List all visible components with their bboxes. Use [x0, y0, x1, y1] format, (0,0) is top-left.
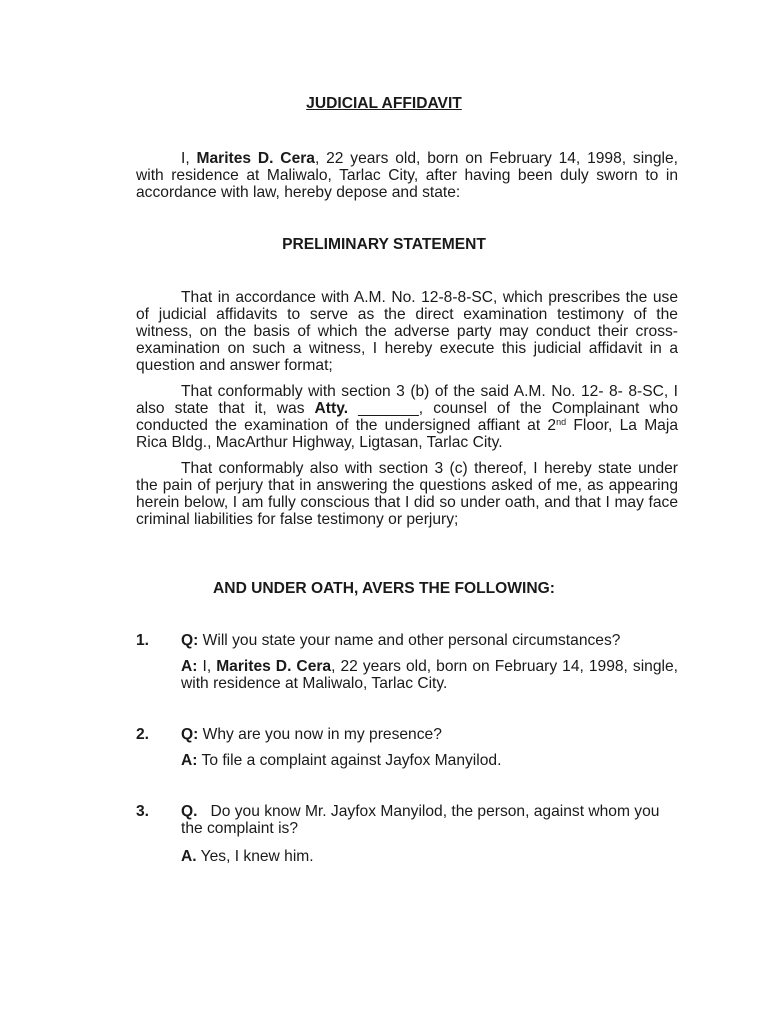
paragraph-2-atty: Atty.	[314, 400, 349, 417]
intro-pre: I,	[181, 150, 197, 167]
affiant-name: Marites D. Cera	[196, 150, 315, 167]
item-3-q-label: Q.	[181, 803, 198, 820]
item-1-answer	[181, 658, 678, 692]
item-3-answer	[181, 848, 678, 865]
paragraph-1-text: That in accordance with A.M. No. 12-8-8-SC, which prescribes the use of judicial affidavits to serve as the direct examination testimony of the witness, on the basis of which the adverse party may conduct their cross-examination on such a witness, I hereby execute this judicial affidavit in a question and answer format;	[136, 289, 678, 374]
intro-post: , 22 years old, born on February 14, 1998, single, with residence at Maliwalo, Tarlac City, after having been duly sworn to in accordance with law, hereby depose and state:	[136, 150, 678, 201]
item-3-a-text: Yes, I knew him.	[196, 848, 314, 865]
item-1-q-label: Q:	[181, 632, 199, 649]
item-3-question	[181, 803, 678, 837]
item-3-q-text: Do you know Mr. Jayfox Manyilod, the person, against whom you the complaint is?	[181, 803, 664, 837]
paragraph-2	[136, 383, 678, 451]
item-1-a-label: A:	[181, 658, 198, 675]
paragraph-3	[136, 460, 678, 528]
item-3-a-label: A.	[181, 848, 197, 865]
item-1-a-pre: I,	[197, 658, 217, 675]
intro-paragraph	[136, 150, 678, 201]
item-1-question	[181, 632, 678, 649]
paragraph-1	[136, 289, 678, 374]
paragraph-2-mid: _______, counsel of the Complainant who conducted the examination of the undersigned affiant at 2	[136, 400, 678, 434]
paragraph-2-sup: nd	[556, 417, 567, 427]
item-1-a-name: Marites D. Cera	[216, 658, 332, 675]
paragraph-2-post: Floor, La Maja Rica Bldg., MacArthur Highway, Ligtasan, Tarlac City.	[136, 417, 678, 451]
preliminary-heading: PRELIMINARY STATEMENT	[282, 236, 486, 253]
document-title: JUDICIAL AFFIDAVIT	[306, 95, 462, 112]
paragraph-2-pre: That conformably with section 3 (b) of the said A.M. No. 12- 8- 8-SC, I also state that it, was	[136, 383, 678, 417]
paragraph-3-text: That conformably also with section 3 (c) thereof, I hereby state under the pain of perjury that in answering the questions asked of me, as appearing herein below, I am fully conscious that I did so under oath, and that I may face criminal liabilities for false testimony or perjury;	[136, 460, 678, 528]
item-1-number: 1.	[136, 632, 150, 649]
item-2-number: 2.	[136, 726, 150, 743]
item-1-a-post: , 22 years old, born on February 14, 1998, single, with residence at Maliwalo, Tarlac City.	[181, 658, 678, 692]
item-1-q-text: Will you state your name and other personal circumstances?	[198, 632, 621, 649]
item-2-q-text: Why are you now in my presence?	[198, 726, 442, 743]
item-3-number: 3.	[136, 803, 150, 820]
item-2-answer	[181, 752, 678, 769]
item-2-q-label: Q:	[181, 726, 199, 743]
item-2-a-label: A:	[181, 752, 198, 769]
item-2-question	[181, 726, 678, 743]
item-2-a-text: To file a complaint against Jayfox Manyilod.	[197, 752, 502, 769]
oath-heading: AND UNDER OATH, AVERS THE FOLLOWING:	[213, 580, 555, 597]
